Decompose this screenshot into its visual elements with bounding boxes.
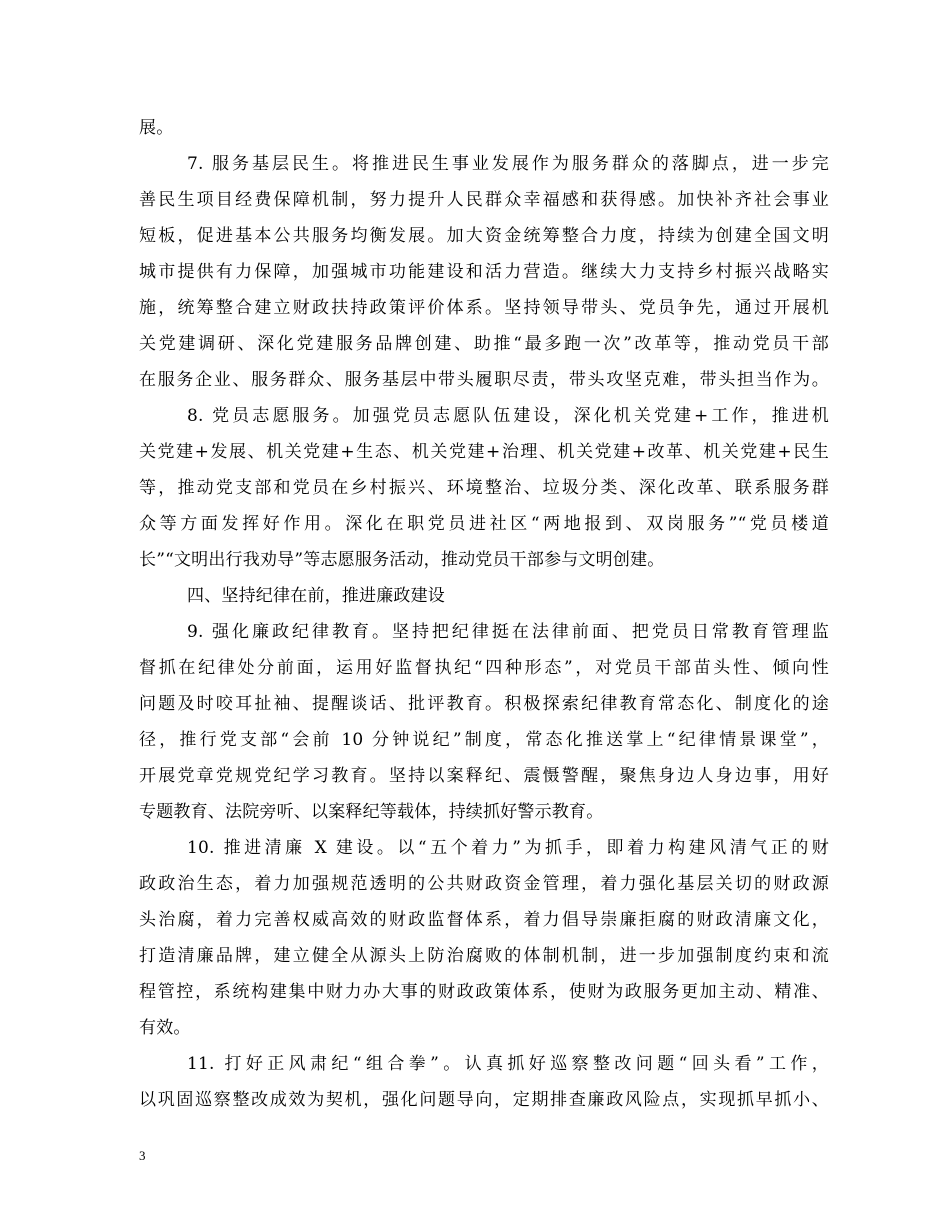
text-line-10: 关党建+发展、机关党建+生态、机关党建+治理、机关党建+改革、机关党建+民生 (139, 442, 829, 462)
text-line-6: 施，统筹整合建立财政扶持政策评价体系。坚持领导带头、党员争先，通过开展机 (139, 298, 829, 318)
text-line-8: 在服务企业、服务群众、服务基层中带头履职尽责，带头攻坚克难，带头担当作为。 (139, 370, 829, 390)
text-line-24: 打造清廉品牌，建立健全从源头上防治腐败的体制机制，进一步加强制度约束和流 (139, 946, 829, 966)
text-line-26: 有效。 (139, 1018, 191, 1038)
text-line-12: 众等方面发挥好作用。深化在职党员进社区“两地报到、双岗服务”“党员楼道 (139, 514, 829, 534)
text-line-21: 10. 推进清廉 X 建设。以“五个着力”为抓手，即着力构建风清气正的财 (187, 838, 829, 858)
text-line-16: 督抓在纪律处分前面，运用好监督执纪“四种形态”，对党员干部苗头性、倾向性 (139, 658, 829, 678)
text-line-25: 程管控，系统构建集中财力办大事的财政政策体系，使财为政服务更加主动、精准、 (139, 982, 829, 1002)
text-line-13: 长”“文明出行我劝导”等志愿服务活动，推动党员干部参与文明创建。 (139, 550, 665, 570)
text-line-9: 8. 党员志愿服务。加强党员志愿队伍建设，深化机关党建+工作，推进机 (187, 406, 829, 426)
text-line-15: 9. 强化廉政纪律教育。坚持把纪律挺在法律前面、把党员日常教育管理监 (187, 622, 829, 642)
text-line-4: 短板，促进基本公共服务均衡发展。加大资金统筹整合力度，持续为创建全国文明 (139, 226, 829, 246)
text-line-1: 展。 (139, 118, 174, 138)
text-line-23: 头治腐，着力完善权威高效的财政监督体系，着力倡导崇廉拒腐的财政清廉文化， (139, 910, 829, 930)
text-line-27: 11. 打好正风肃纪“组合拳”。认真抓好巡察整改问题“回头看”工作， (187, 1054, 829, 1074)
text-line-11: 等，推动党支部和党员在乡村振兴、环境整治、垃圾分类、深化改革、联系服务群 (139, 478, 829, 498)
text-line-3: 善民生项目经费保障机制，努力提升人民群众幸福感和获得感。加快补齐社会事业 (139, 190, 829, 210)
text-line-5: 城市提供有力保障，加强城市功能建设和活力营造。继续大力支持乡村振兴战略实 (139, 262, 829, 282)
text-line-19: 开展党章党规党纪学习教育。坚持以案释纪、震慑警醒，聚焦身边人身边事，用好 (139, 766, 829, 786)
text-line-17: 问题及时咬耳扯袖、提醒谈话、批评教育。积极探索纪律教育常态化、制度化的途 (139, 694, 829, 714)
text-line-7: 关党建调研、深化党建服务品牌创建、助推“最多跑一次”改革等，推动党员干部 (139, 334, 829, 354)
text-line-20: 专题教育、法院旁听、以案释纪等载体，持续抓好警示教育。 (139, 802, 604, 822)
text-line-22: 政政治生态，着力加强规范透明的公共财政资金管理，着力强化基层关切的财政源 (139, 874, 829, 894)
text-line-28: 以巩固巡察整改成效为契机，强化问题导向，定期排查廉政风险点，实现抓早抓小、 (139, 1090, 829, 1110)
text-line-2: 7. 服务基层民生。将推进民生事业发展作为服务群众的落脚点，进一步完 (187, 154, 829, 174)
text-line-18: 径，推行党支部“会前 10 分钟说纪”制度，常态化推送掌上“纪律情景课堂”， (139, 730, 829, 750)
page-number: 3 (139, 1148, 146, 1163)
section-heading: 四、坚持纪律在前，推进廉政建设 (187, 586, 445, 606)
